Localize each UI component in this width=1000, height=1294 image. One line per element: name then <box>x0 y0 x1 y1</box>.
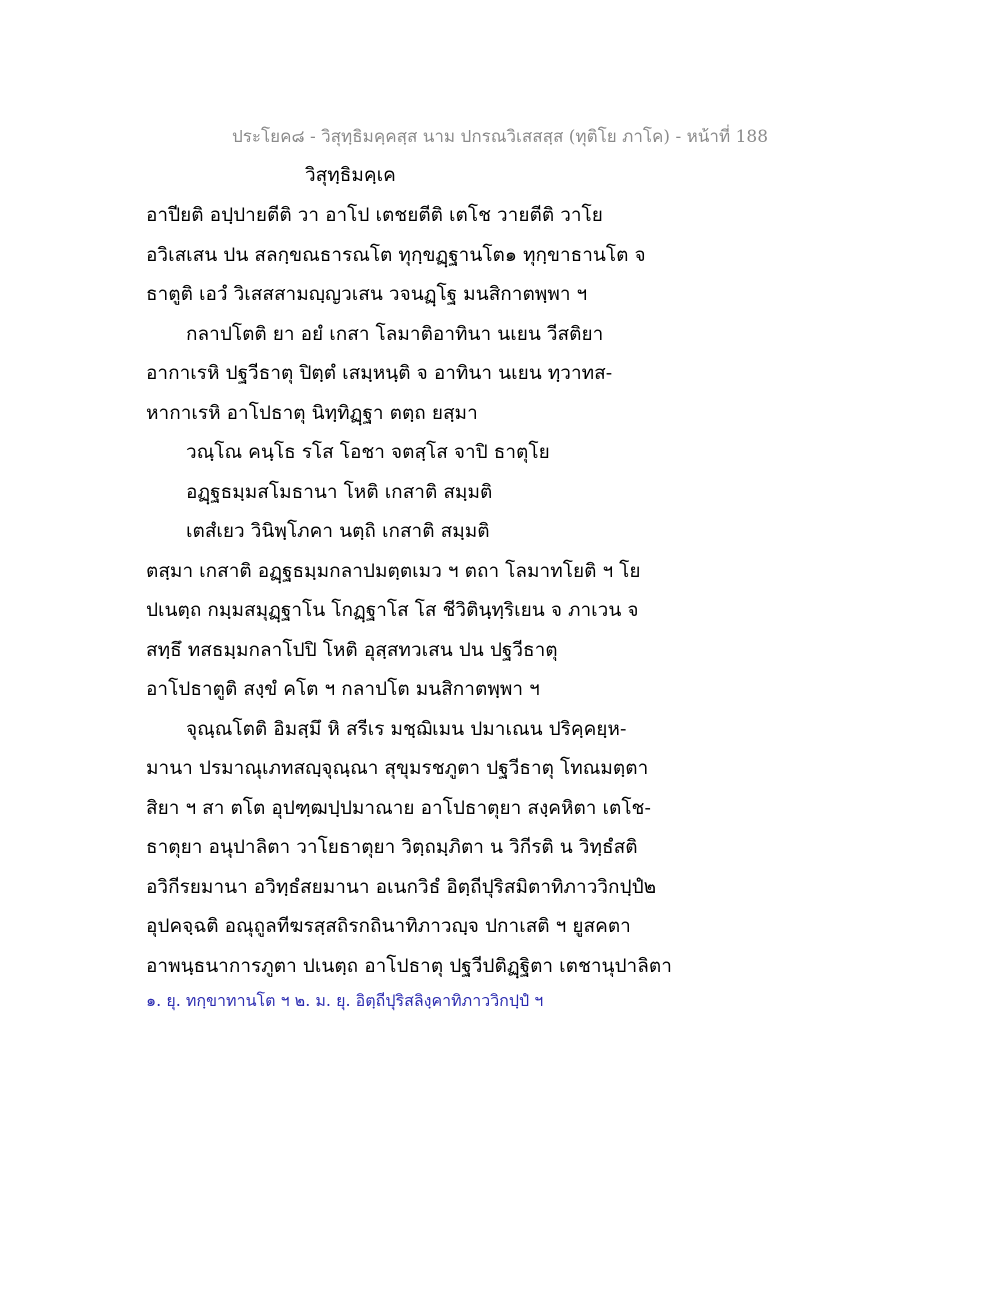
text-line: ธาตุยา อนุปาลิตา วาโยธาตุยา วิตฺถมฺภิตา น วิกีรติ น วิทฺธํสติ <box>146 836 638 858</box>
text-line: กลาปโตติ ยา อยํ เกสา โลมาติอาทินา นเยน วีสติยา <box>186 322 604 345</box>
footnote: ๑. ยุ. ทกฺขาทานโต ฯ ๒. ม. ยุ. อิตฺถีปุริสลิงฺคาทิภาววิกปฺปํ ฯ <box>146 991 544 1010</box>
text-line: ธาตูติ เอวํ วิเสสสามญฺญวเสน วจนฏฺโฐ มนสิกาตพฺพา ฯ <box>146 283 588 305</box>
text-line: อาปียติ อปฺปายตีติ วา อาโป เตชยตีติ เตโช วายตีติ วาโย <box>146 204 603 226</box>
body-text <box>146 196 676 986</box>
text-line: อาโปธาตูติ สงฺขํ คโต ฯ กลาปโต มนสิกาตพฺพา ฯ <box>146 678 540 700</box>
text-line: อาพนฺธนาการภูตา ปเนตฺถ อาโปธาตุ ปฐวีปติฏฺฐิตา เตชานุปาลิตา <box>146 954 672 977</box>
text-line: สิยา ฯ สา ตโต อุปฑฺฒปฺปมาณาย อาโปธาตุยา สงฺคหิตา เตโช- <box>146 796 651 819</box>
text-line: สทฺธึ ทสธมฺมกลาโปปิ โหติ อุสฺสทวเสน ปน ปฐวีธาตุ <box>146 638 558 661</box>
text-line: ตสฺมา เกสาติ อฏฺฐธมฺมกลาปมตฺตเมว ฯ ตถา โลมาทโยติ ฯ โย <box>146 559 641 582</box>
verse-line: เตสํเยว วินิพฺโภคา นตฺถิ เกสาติ สมฺมติ <box>186 520 490 542</box>
verse-line: วณฺโณ คนฺโธ รโส โอชา จตสฺโส จาปิ ธาตุโย <box>186 441 550 463</box>
text-line: อวิเสเสน ปน สลกฺขณธารณโต ทุกฺขฏฺฐานโต๑ ทุกฺขาธานโต จ <box>146 243 646 266</box>
text-line: มานา ปรมาณุเภทสญฺจุณฺณา สุขุมรชภูตา ปฐวีธาตุ โทณมตฺตา <box>146 757 649 779</box>
page-header: ประโยค๘ - วิสุทฺธิมคฺคสฺส นาม ปกรณวิเสสสฺส (ทุติโย ภาโค) - หน้าที่ 188 <box>231 127 769 147</box>
text-line: ปเนตฺถ กมฺมสมุฏฺฐาโน โกฏฺฐาโส โส ชีวิตินฺทฺริเยน จ ภาเวน จ <box>146 599 639 621</box>
text-line: จุณฺณโตติ อิมสฺมึ หิ สรีเร มชฺฌิเมน ปมาเณน ปริคฺคยฺห- <box>186 717 627 740</box>
text-line: หากาเรหิ อาโปธาตุ นิทฺทิฏฺฐา ตตฺถ ยสฺมา <box>146 401 478 424</box>
text-line: อวิกีรยมานา อวิทฺธํสยมานา อเนกวิธํ อิตฺถีปุริสมิตาทิภาววิกปฺปํ๒ <box>146 875 657 898</box>
verse-line: อฏฺฐธมฺมสโมธานา โหติ เกสาติ สมฺมติ <box>186 480 493 503</box>
section-title: วิสุทฺธิมคฺเค <box>305 164 396 186</box>
text-line: อากาเรหิ ปฐวีธาตุ ปิตฺตํ เสมฺหนฺติ จ อาทินา นเยน ทฺวาทส- <box>146 362 613 384</box>
text-line: อุปคจฺฉติ อณุถูลทีฆรสฺสถิรกถินาทิภาวญฺจ ปกาเสติ ฯ ยูสคตา <box>146 915 631 937</box>
